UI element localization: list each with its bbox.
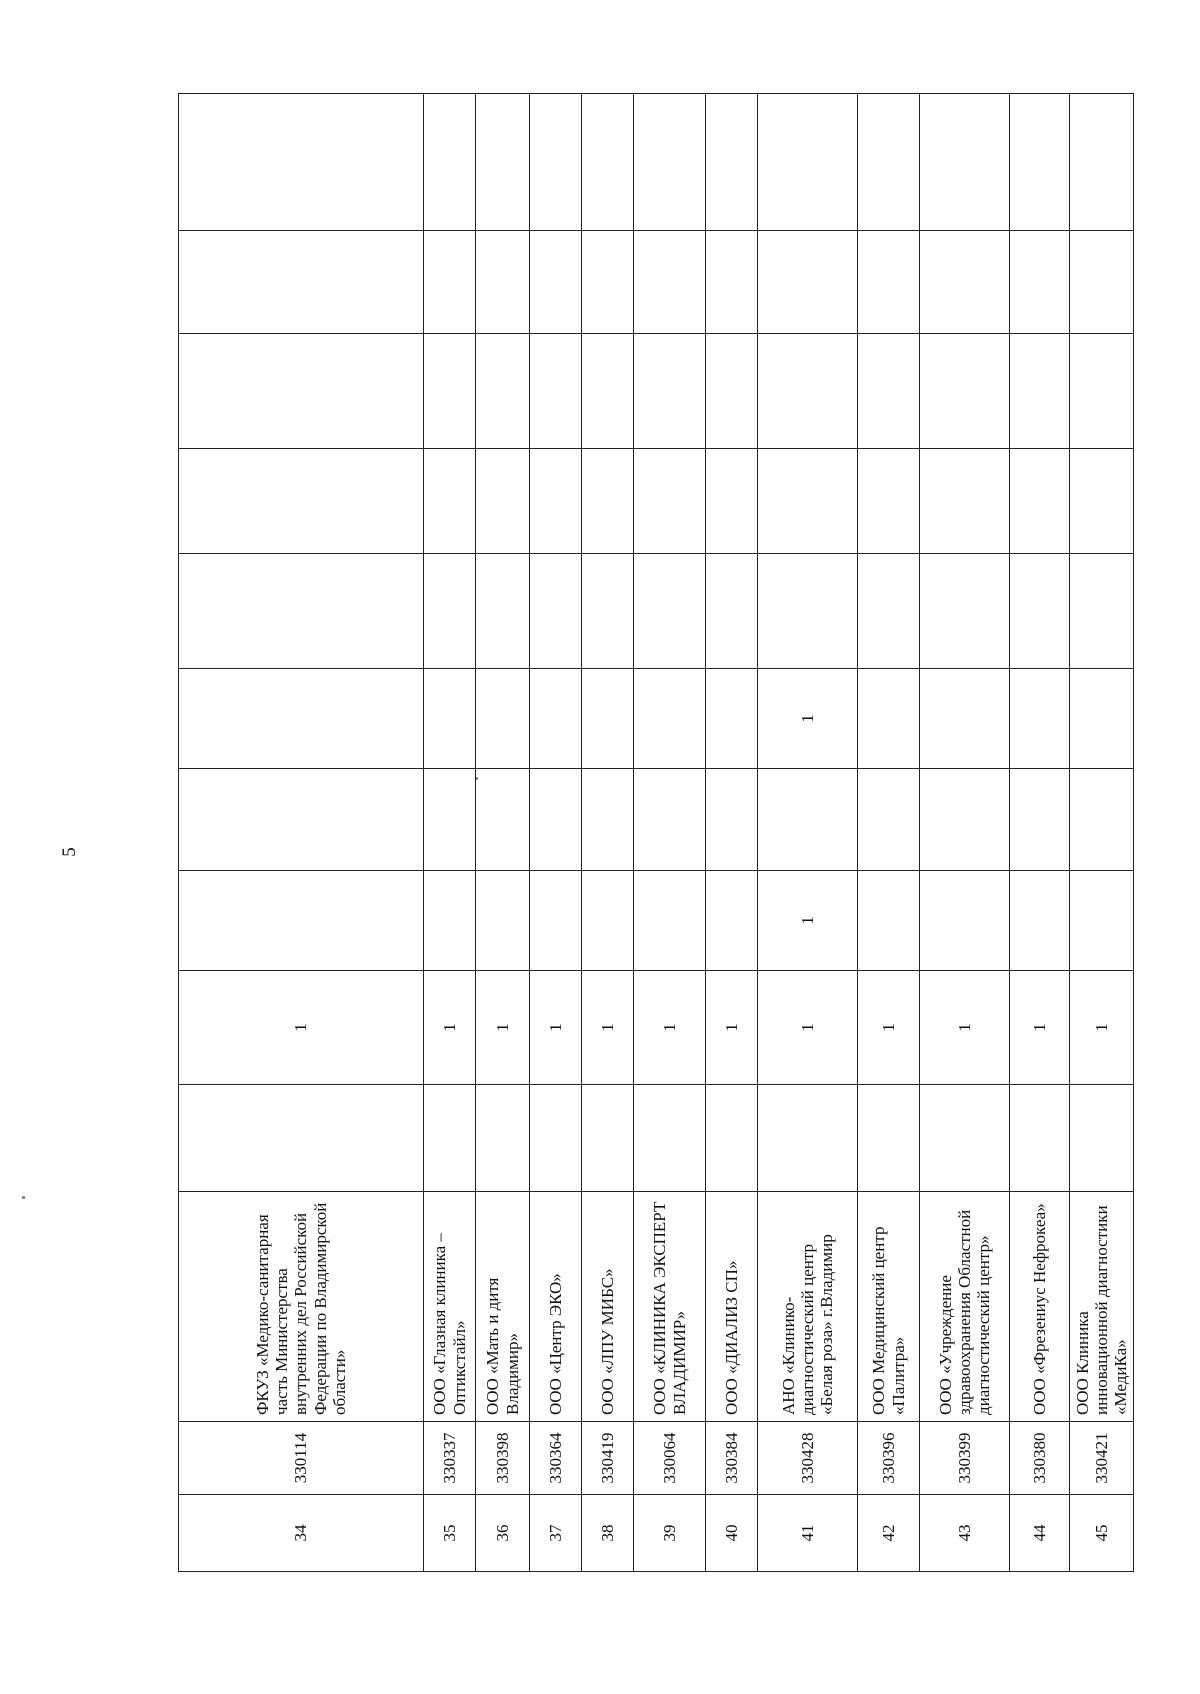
code-cell: 330396 [858,1422,920,1495]
value-cell-c2: 1 [1070,971,1134,1085]
value-cell-c6 [634,554,706,669]
organization-name-cell: ООО «Фрезениус Нефрокеа» [1010,1192,1070,1422]
value-cell-c2: 1 [179,971,424,1085]
value-cell-c6 [582,554,634,669]
value-cell-c6 [758,554,858,669]
organization-name-cell: ООО Медицинский центр «Палитра» [858,1192,920,1422]
value-cell-c5 [179,669,424,769]
code-cell: 330337 [424,1422,476,1495]
value-cell-c8 [476,334,530,449]
value-cell-c7 [530,449,582,554]
value-cell-c5 [920,669,1010,769]
page-number: 5 [59,847,80,857]
value-cell-c5 [706,669,758,769]
value-cell-c7 [920,449,1010,554]
value-cell-c8 [634,334,706,449]
value-cell-c5 [424,669,476,769]
value-cell-c5 [530,669,582,769]
value-cell-c7 [634,449,706,554]
value-cell-c7 [424,449,476,554]
value-cell-c6 [179,554,424,669]
value-cell-c7 [706,449,758,554]
value-cell-c4 [920,769,1010,871]
table-body [179,94,1134,1572]
value-cell-c2: 1 [476,971,530,1085]
table-row [1070,94,1134,1572]
value-cell-c7 [179,449,424,554]
scan-mark [22,1196,25,1199]
organization-name-cell: ООО «Центр ЭКО» [530,1192,582,1422]
table-row [476,94,530,1572]
table-row [582,94,634,1572]
value-cell-c9 [530,231,582,334]
value-cell-c8 [179,334,424,449]
organization-name-cell: ФКУЗ «Медико-санитарная часть Министерства внутренних дел Российской Федерации по Владимирской области» [179,1192,424,1422]
value-cell-c5 [1010,669,1070,769]
table-wrapper [178,94,1131,1572]
value-cell-c5 [858,669,920,769]
value-cell-c7 [582,449,634,554]
value-cell-c4 [1010,769,1070,871]
value-cell-c2: 1 [758,971,858,1085]
value-cell-c9 [582,231,634,334]
value-cell-c2: 1 [530,971,582,1085]
value-cell-c3 [582,871,634,971]
row-number-cell: 45 [1070,1495,1134,1572]
value-cell-c2: 1 [634,971,706,1085]
row-number-cell: 41 [758,1495,858,1572]
row-number-cell: 38 [582,1495,634,1572]
value-cell-c10 [758,94,858,231]
table-row [179,94,424,1572]
value-cell-c5 [476,669,530,769]
value-cell-c2: 1 [582,971,634,1085]
table-row [634,94,706,1572]
value-cell-c3 [920,871,1010,971]
organization-name-cell: ООО «ДИАЛИЗ СП» [706,1192,758,1422]
value-cell-c1 [476,1085,530,1192]
value-cell-c8 [582,334,634,449]
row-number-cell: 43 [920,1495,1010,1572]
code-cell: 330398 [476,1422,530,1495]
value-cell-c1 [758,1085,858,1192]
value-cell-c9 [858,231,920,334]
value-cell-c6 [530,554,582,669]
value-cell-c1 [1070,1085,1134,1192]
code-cell: 330384 [706,1422,758,1495]
value-cell-c9 [476,231,530,334]
value-cell-c4 [179,769,424,871]
code-cell: 330399 [920,1422,1010,1495]
value-cell-c9 [758,231,858,334]
code-cell: 330380 [1010,1422,1070,1495]
value-cell-c3 [530,871,582,971]
value-cell-c9 [920,231,1010,334]
table-row [424,94,476,1572]
value-cell-c6 [476,554,530,669]
value-cell-c6 [858,554,920,669]
row-number-cell: 34 [179,1495,424,1572]
value-cell-c8 [530,334,582,449]
value-cell-c4 [582,769,634,871]
data-table [178,93,1134,1572]
code-cell: 330428 [758,1422,858,1495]
value-cell-c5 [634,669,706,769]
value-cell-c3 [706,871,758,971]
row-number-cell: 42 [858,1495,920,1572]
value-cell-c6 [1070,554,1134,669]
value-cell-c8 [1070,334,1134,449]
value-cell-c5 [582,669,634,769]
table-row [758,94,858,1572]
value-cell-c4 [758,769,858,871]
code-cell: 330364 [530,1422,582,1495]
table-row [858,94,920,1572]
organization-name-cell: ООО «Глазная клиника – Оптикстайл» [424,1192,476,1422]
value-cell-c1 [858,1085,920,1192]
value-cell-c7 [476,449,530,554]
row-number-cell: 40 [706,1495,758,1572]
value-cell-c10 [476,94,530,231]
value-cell-c10 [1010,94,1070,231]
value-cell-c4 [634,769,706,871]
value-cell-c3 [1010,871,1070,971]
value-cell-c2: 1 [858,971,920,1085]
value-cell-c6 [706,554,758,669]
organization-name-cell: ООО «Учреждение здравоохранения Областной диагностический центр» [920,1192,1010,1422]
value-cell-c2: 1 [706,971,758,1085]
value-cell-c10 [1070,94,1134,231]
value-cell-c5: 1 [758,669,858,769]
organization-name-cell: ООО «Мать и дитя Владимир» [476,1192,530,1422]
row-number-cell: 36 [476,1495,530,1572]
value-cell-c10 [179,94,424,231]
value-cell-c1 [634,1085,706,1192]
value-cell-c2: 1 [920,971,1010,1085]
value-cell-c3 [1070,871,1134,971]
value-cell-c4 [706,769,758,871]
value-cell-c10 [582,94,634,231]
value-cell-c2: 1 [1010,971,1070,1085]
table-row [530,94,582,1572]
value-cell-c8 [1010,334,1070,449]
value-cell-c9 [634,231,706,334]
table-row [706,94,758,1572]
value-cell-c7 [858,449,920,554]
value-cell-c4 [424,769,476,871]
value-cell-c5 [1070,669,1134,769]
value-cell-c1 [706,1085,758,1192]
value-cell-c8 [424,334,476,449]
value-cell-c1 [1010,1085,1070,1192]
value-cell-c3 [424,871,476,971]
code-cell: 330419 [582,1422,634,1495]
value-cell-c9 [179,231,424,334]
value-cell-c10 [920,94,1010,231]
value-cell-c7 [1010,449,1070,554]
value-cell-c7 [758,449,858,554]
value-cell-c8 [706,334,758,449]
value-cell-c6 [920,554,1010,669]
value-cell-c4 [530,769,582,871]
value-cell-c9 [706,231,758,334]
value-cell-c9 [1070,231,1134,334]
organization-name-cell: АНО «Клинико-диагностический центр «Белая роза» г.Владимир [758,1192,858,1422]
row-number-cell: 44 [1010,1495,1070,1572]
value-cell-c6 [1010,554,1070,669]
value-cell-c1 [424,1085,476,1192]
value-cell-c1 [530,1085,582,1192]
organization-name-cell: ООО Клиника инновационной диагностики «МедиКа» [1070,1192,1134,1422]
value-cell-c4 [858,769,920,871]
organization-name-cell: ООО «КЛИНИКА ЭКСПЕРТ ВЛАДИМИР» [634,1192,706,1422]
value-cell-c4 [476,769,530,871]
value-cell-c2: 1 [424,971,476,1085]
value-cell-c8 [920,334,1010,449]
code-cell: 330421 [1070,1422,1134,1495]
value-cell-c3 [634,871,706,971]
value-cell-c6 [424,554,476,669]
row-number-cell: 39 [634,1495,706,1572]
value-cell-c9 [424,231,476,334]
value-cell-c10 [706,94,758,231]
value-cell-c3 [858,871,920,971]
organization-name-cell: ООО «ЛПУ МИБС» [582,1192,634,1422]
value-cell-c8 [758,334,858,449]
value-cell-c1 [179,1085,424,1192]
row-number-cell: 35 [424,1495,476,1572]
value-cell-c10 [530,94,582,231]
code-cell: 330114 [179,1422,424,1495]
value-cell-c3: 1 [758,871,858,971]
value-cell-c10 [424,94,476,231]
value-cell-c10 [858,94,920,231]
value-cell-c1 [920,1085,1010,1192]
table-row [1010,94,1070,1572]
value-cell-c3 [476,871,530,971]
table-row [920,94,1010,1572]
code-cell: 330064 [634,1422,706,1495]
value-cell-c8 [858,334,920,449]
row-number-cell: 37 [530,1495,582,1572]
value-cell-c7 [1070,449,1134,554]
value-cell-c3 [179,871,424,971]
value-cell-c10 [634,94,706,231]
value-cell-c1 [582,1085,634,1192]
value-cell-c4 [1070,769,1134,871]
value-cell-c9 [1010,231,1070,334]
